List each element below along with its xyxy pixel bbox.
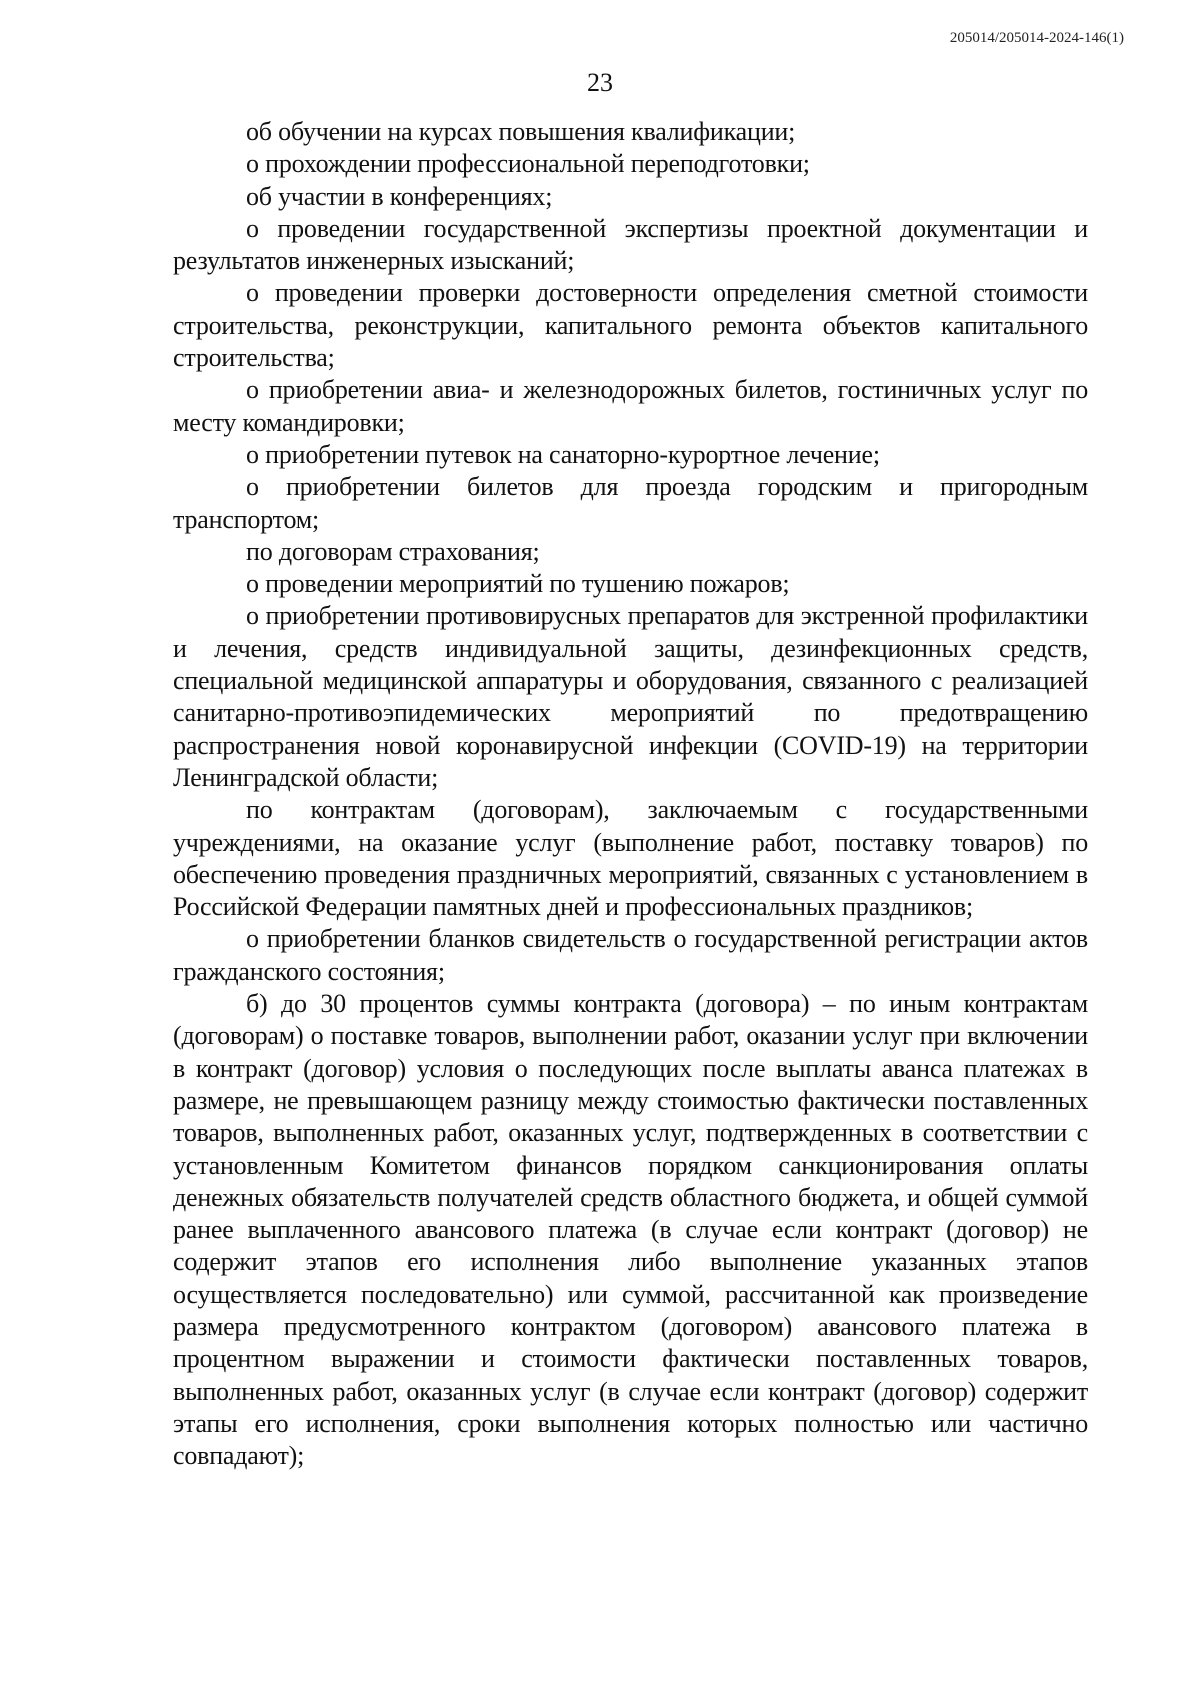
paragraph: о приобретении авиа- и железнодорожных билетов, гостиничных услуг по месту командировки; xyxy=(173,375,1088,437)
paragraph: о приобретении бланков свидетельств о государственной регистрации актов гражданского состояния; xyxy=(173,924,1088,986)
paragraph: б) до 30 процентов суммы контракта (договора) – по иным контрактам (договорам) о поставке товаров, выполнении работ, оказании услуг при включении в контракт (договор) условия о последующих после выплаты аванса платежах в размере, не превышающем разницу между стоимостью фактически поставленных товаров, выполненных работ, оказанных услуг, подтвержденных в соответствии с установленным Комитетом финансов порядком санкционирования оплаты денежных обязательств получателей средств областного бюджета, и общей суммой ранее выплаченного авансового платежа (в случае если контракт (договор) не содержит этапов его исполнения либо выполнение указанных этапов осуществляется последовательно) или суммой, рассчитанной как произведение размера предусмотренного контрактом (договором) авансового платежа в процентном выражении и стоимости фактически поставленных товаров, выполненных работ, оказанных услуг (в случае если контракт (договор) содержит этапы его исполнения, сроки выполнения которых полностью или частично совпадают); xyxy=(173,989,1088,1471)
paragraph: о проведении мероприятий по тушению пожаров; xyxy=(246,569,790,599)
paragraph: о приобретении противовирусных препаратов для экстренной профилактики и лечения, средств индивидуальной защиты, дезинфекционных средств, специальной медицинской аппаратуры и оборудования, связанного с реализацией санитарно-противоэпидемических мероприятий по предотвращению распространения новой коронавирусной инфекции (COVID-19) на территории Ленинградской области; xyxy=(173,601,1088,792)
paragraph: о приобретении путевок на санаторно-курортное лечение; xyxy=(246,439,880,469)
paragraph: о проведении проверки достоверности определения сметной стоимости строительства, реконструкции, капитального ремонта объектов капитального строительства; xyxy=(173,278,1088,373)
paragraph: об обучении на курсах повышения квалификации; xyxy=(246,117,796,146)
paragraph: о приобретении билетов для проезда городским и пригородным транспортом; xyxy=(173,472,1088,534)
body-text xyxy=(173,116,1088,1472)
paragraph: об участии в конференциях; xyxy=(246,181,553,211)
paragraph: о прохождении профессиональной переподготовки; xyxy=(246,149,810,179)
paragraph: о проведении государственной экспертизы проектной документации и результатов инженерных изысканий; xyxy=(173,213,1088,276)
document-id: 205014/205014-2024-146(1) xyxy=(949,30,1124,46)
paragraph: по контрактам (договорам), заключаемым с государственными учреждениями, на оказание услуг (выполнение работ, поставку товаров) по обеспечению проведения праздничных мероприятий, связанных с установлением в Российской Федерации памятных дней и профессиональных праздников; xyxy=(173,795,1088,922)
page-number: 23 xyxy=(587,68,613,97)
paragraph: по договорам страхования; xyxy=(246,536,540,566)
